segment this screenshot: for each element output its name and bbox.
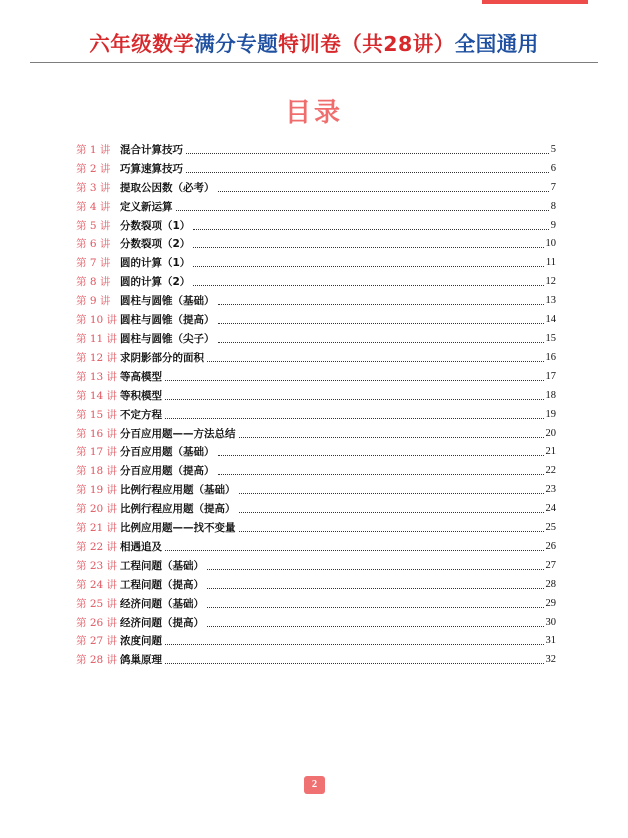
toc-entry-page: 30 [545,616,556,628]
dot-leader [165,550,544,551]
toc-entry-number: 第 25 讲 [76,597,118,610]
toc-entry-page: 19 [545,408,556,420]
toc-entry [76,477,556,496]
toc-entry-title: 求阴影部分的面积 [120,351,204,364]
toc-entry [76,647,556,666]
toc-entry-title: 分百应用题——方法总结 [120,427,236,440]
toc-entry-title: 混合计算技巧 [120,143,183,156]
toc-entry-page: 7 [550,181,556,193]
dot-leader [218,474,544,475]
toc-entry [76,345,556,364]
toc-entry-page: 18 [545,389,556,401]
dot-leader [193,229,548,230]
toc-entry-page: 16 [545,351,556,363]
toc-entry-title: 提取公因数（必考） [120,181,215,194]
toc-entry [76,383,556,402]
toc-entry-title: 分百应用题（基础） [120,446,215,459]
toc-entry [76,269,556,288]
top-accent-bar [482,0,588,4]
toc-entry-title: 工程问题（基础） [120,559,204,572]
toc-entry [76,194,556,213]
toc-entry-number: 第 28 讲 [76,654,118,667]
dot-leader [218,191,549,192]
toc-entry [76,156,556,175]
dot-leader [239,531,544,532]
toc-entry-page: 26 [545,540,556,552]
toc-entry-title: 分数裂项（1） [120,219,191,232]
dot-leader [193,266,544,267]
toc-entry-page: 11 [545,257,556,269]
toc-entry-page: 20 [545,427,556,439]
dot-leader [218,342,544,343]
toc-entry-number: 第 17 讲 [76,446,118,459]
toc-title: 目录 [284,98,343,128]
toc-entry-page: 25 [545,522,556,534]
toc-entry [76,629,556,648]
toc-entry-page: 22 [545,465,556,477]
toc-entry-title: 不定方程 [120,408,162,421]
toc-entry-page: 9 [550,219,556,231]
toc-entry-number: 第 8 讲 [76,276,111,289]
toc-entry-title: 巧算速算技巧 [120,162,183,175]
toc-entry-title: 经济问题（基础） [120,597,204,610]
toc-entry-number: 第 13 讲 [76,370,118,383]
toc-entry [76,421,556,440]
dot-leader [193,247,543,248]
toc-entry [76,572,556,591]
toc-entry [76,515,556,534]
toc-entry-number: 第 14 讲 [76,389,118,402]
toc-entry-number: 第 4 讲 [76,200,111,213]
toc-entry-number: 第 27 讲 [76,635,118,648]
toc-entry-page: 13 [545,295,556,307]
toc-entry [76,553,556,572]
toc-entry [76,458,556,477]
toc-entry-page: 32 [545,654,556,666]
toc-entry-title: 相遇追及 [120,540,162,553]
toc-entry-page: 10 [545,238,556,250]
toc-entry-page: 23 [545,484,556,496]
table-of-contents [76,137,556,666]
header-part-1: 六年级数学 [89,32,195,56]
dot-leader [207,569,544,570]
header-part-3: 特训卷（共28讲） [278,32,455,56]
toc-entry [76,175,556,194]
toc-entry-number: 第 23 讲 [76,559,118,572]
toc-entry-title: 比例行程应用题（提高） [120,503,236,516]
toc-entry-page: 5 [550,143,556,155]
toc-entry-number: 第 15 讲 [76,408,118,421]
toc-entry-number: 第 10 讲 [76,314,118,327]
toc-entry-page: 15 [545,332,556,344]
dot-leader [165,663,544,664]
dot-leader [207,607,544,608]
dot-leader [176,210,549,211]
header-divider [30,62,598,63]
toc-entry [76,137,556,156]
toc-entry-title: 浓度问题 [120,635,162,648]
toc-entry [76,591,556,610]
toc-entry [76,440,556,459]
toc-entry-page: 29 [545,597,556,609]
toc-entry-page: 12 [545,276,556,288]
toc-entry-page: 6 [550,162,556,174]
dot-leader [218,304,544,305]
dot-leader [165,644,544,645]
dot-leader [165,399,544,400]
toc-entry [76,610,556,629]
toc-entry [76,326,556,345]
dot-leader [207,588,544,589]
toc-entry-number: 第 22 讲 [76,540,118,553]
dot-leader [239,512,544,513]
dot-leader [165,380,544,381]
toc-entry [76,402,556,421]
toc-entry-number: 第 20 讲 [76,503,118,516]
toc-entry-title: 圆的计算（1） [120,257,191,270]
toc-entry-title: 定义新运算 [120,200,173,213]
toc-entry-number: 第 9 讲 [76,295,111,308]
toc-entry-page: 31 [545,635,556,647]
toc-entry-number: 第 12 讲 [76,351,118,364]
dot-leader [186,172,549,173]
toc-entry-number: 第 16 讲 [76,427,118,440]
dot-leader [239,493,544,494]
toc-entry-number: 第 19 讲 [76,484,118,497]
toc-entry-title: 圆的计算（2） [120,276,191,289]
toc-entry-page: 28 [545,578,556,590]
dot-leader [239,437,544,438]
toc-entry [76,534,556,553]
toc-entry [76,288,556,307]
header-part-4: 全国通用 [454,32,539,56]
dot-leader [207,626,544,627]
toc-entry-title: 比例行程应用题（基础） [120,484,236,497]
toc-entry-title: 等高模型 [120,370,162,383]
toc-entry-number: 第 2 讲 [76,162,111,175]
toc-entry-number: 第 7 讲 [76,257,111,270]
toc-entry-title: 分数裂项（2） [120,238,191,251]
toc-entry-title: 工程问题（提高） [120,578,204,591]
toc-entry [76,364,556,383]
header-part-2: 满分专题 [194,32,279,56]
toc-entry-page: 14 [545,314,556,326]
toc-entry [76,232,556,251]
document-header [0,27,628,57]
toc-entry-number: 第 3 讲 [76,181,111,194]
page-number-badge: 2 [304,776,325,794]
toc-entry-number: 第 26 讲 [76,616,118,629]
toc-entry-number: 第 1 讲 [76,143,111,156]
toc-entry-number: 第 11 讲 [76,332,118,345]
toc-entry [76,496,556,515]
toc-entry-number: 第 24 讲 [76,578,118,591]
toc-entry-title: 经济问题（提高） [120,616,204,629]
toc-entry-number: 第 21 讲 [76,522,118,535]
toc-entry-page: 24 [545,503,556,515]
dot-leader [193,285,543,286]
toc-entry-number: 第 5 讲 [76,219,111,232]
dot-leader [218,323,544,324]
toc-entry-page: 17 [545,370,556,382]
toc-entry-number: 第 18 讲 [76,465,118,478]
toc-entry-title: 分百应用题（提高） [120,465,215,478]
toc-entry-page: 8 [550,200,556,212]
toc-entry-title: 鸽巢原理 [120,654,162,667]
toc-entry-title: 圆柱与圆锥（提高） [120,314,215,327]
toc-entry-number: 第 6 讲 [76,238,111,251]
dot-leader [165,418,544,419]
toc-entry [76,250,556,269]
toc-entry-title: 圆柱与圆锥（尖子） [120,332,215,345]
dot-leader [207,361,544,362]
toc-entry [76,307,556,326]
dot-leader [186,153,549,154]
toc-entry [76,213,556,232]
toc-entry-page: 27 [545,559,556,571]
toc-entry-title: 圆柱与圆锥（基础） [120,295,215,308]
dot-leader [218,455,544,456]
toc-entry-page: 21 [545,446,556,458]
toc-entry-title: 等积模型 [120,389,162,402]
toc-entry-title: 比例应用题——找不变量 [120,522,236,535]
